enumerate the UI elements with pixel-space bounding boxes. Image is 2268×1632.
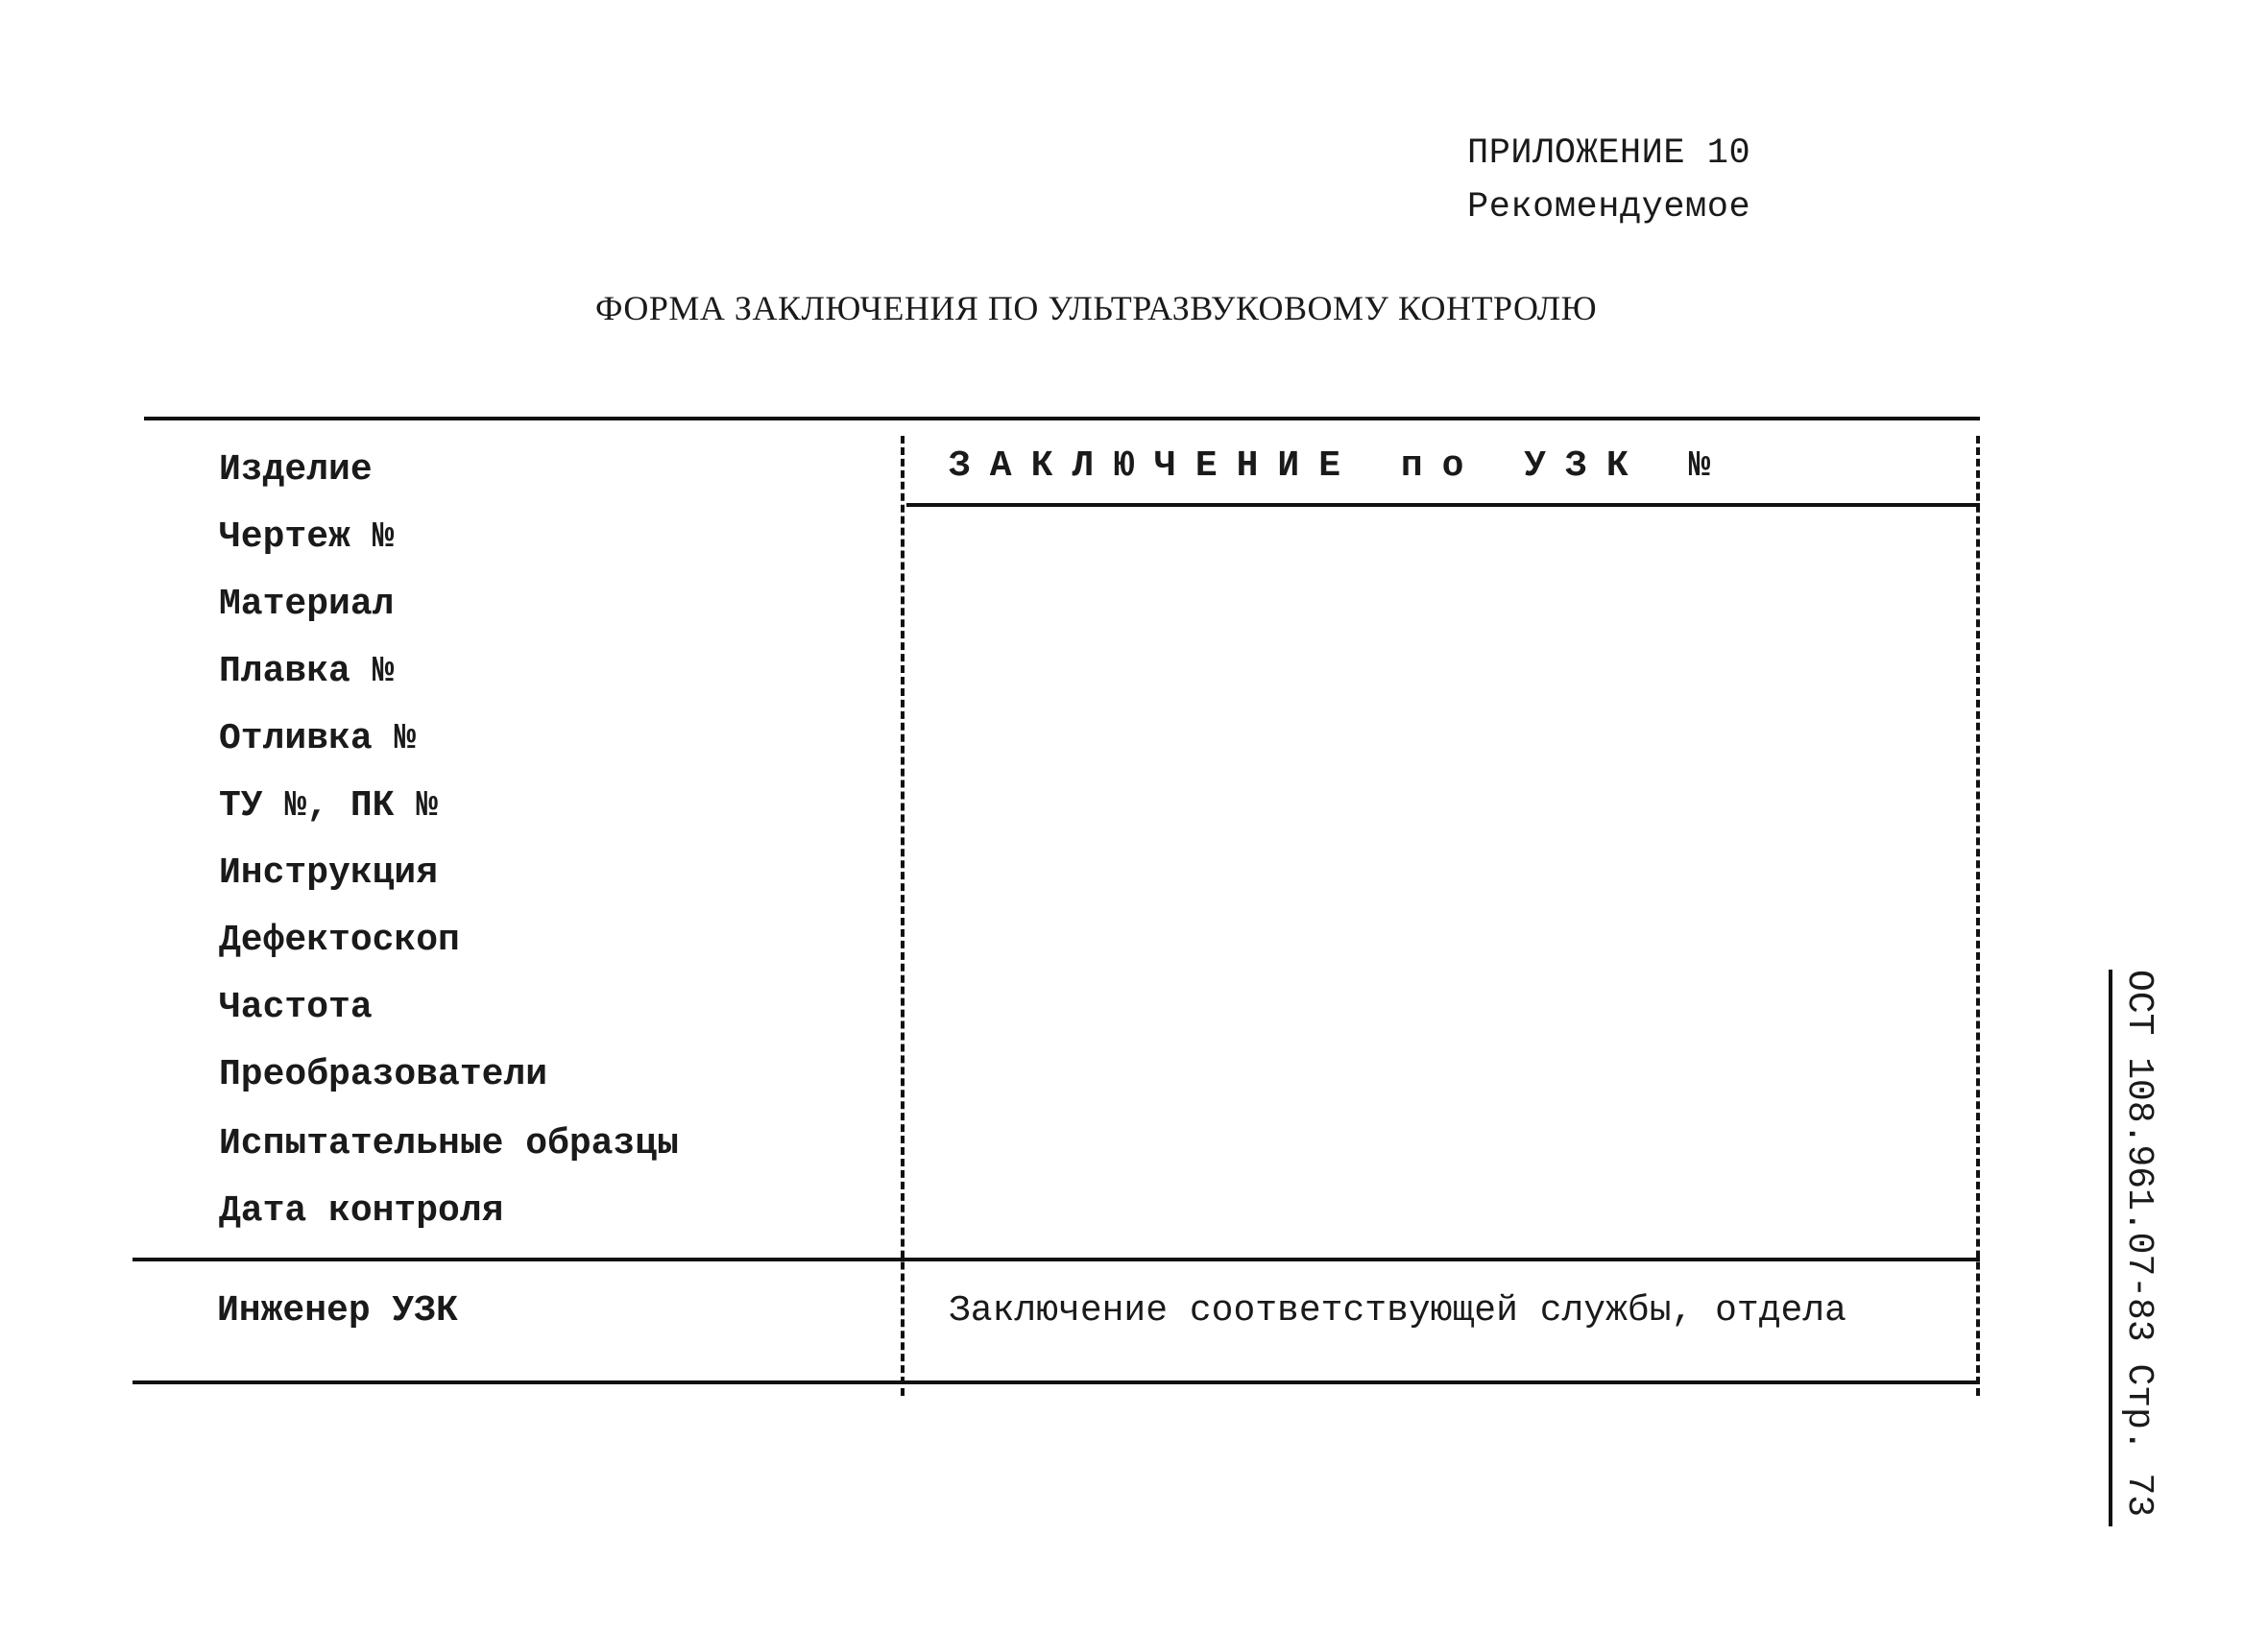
field-label: Материал [219,584,395,625]
document-code-sidebar: ОСТ 108.961.07-83 Стр. 73 [2109,970,2160,1526]
appendix-status: Рекомендуемое [1467,187,1751,228]
appendix-block [1467,127,1750,234]
form-title: ФОРМА ЗАКЛЮЧЕНИЯ ПО УЛЬТРАЗВУКОВОМУ КОНТРОЛЮ [595,289,1598,327]
column-divider-left [901,436,905,1396]
conclusion-header: ЗАКЛЮЧЕНИЕ по УЗК № [949,445,1730,487]
field-label: Частота [219,987,373,1028]
field-label: Чертеж № [219,516,395,558]
engineer-label: Инженер УЗК [217,1290,458,1332]
field-label: Изделие [219,449,373,491]
field-label: Плавка № [219,651,395,692]
field-label: Дефектоскоп [219,920,460,961]
column-divider-right [1976,436,1980,1396]
table-top-rule [144,417,1980,420]
field-label: Дата контроля [219,1190,504,1232]
table-middle-rule [133,1258,1980,1261]
field-label: Испытательные образцы [219,1123,679,1164]
conclusion-header-rule [906,503,1980,507]
field-label: ТУ №, ПК № [219,785,439,827]
service-conclusion-label: Заключение соответствующей службы, отдела [949,1290,1846,1332]
appendix-number: ПРИЛОЖЕНИЕ 10 [1467,133,1751,174]
field-label: Отливка № [219,718,417,759]
field-label: Инструкция [219,852,439,894]
field-label: Преобразователи [219,1054,548,1095]
table-bottom-rule [133,1380,1980,1384]
